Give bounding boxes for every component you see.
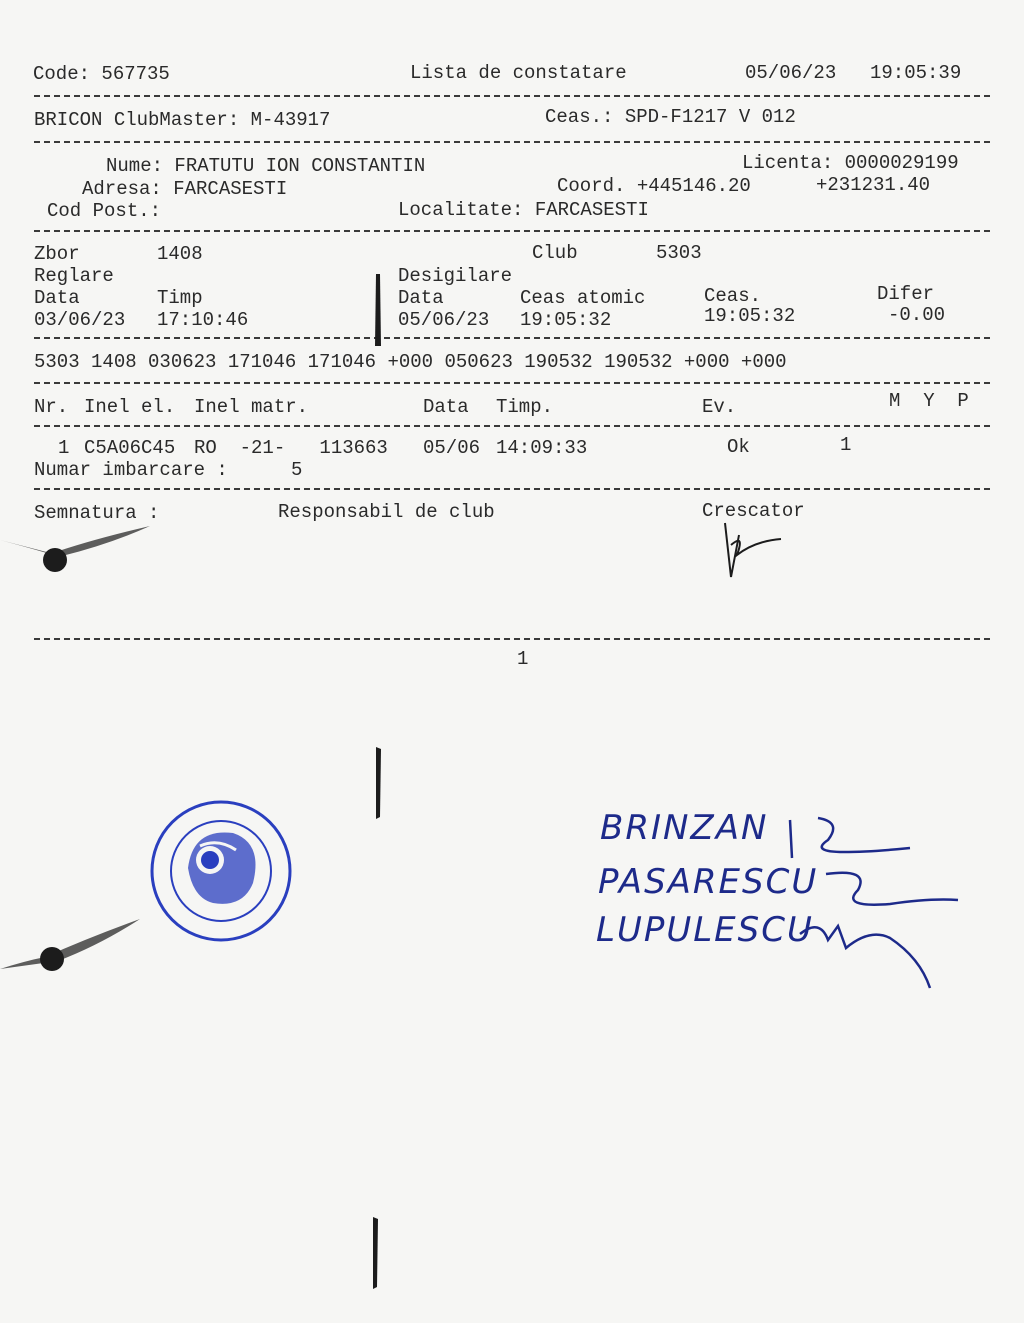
col-ev: Ev. — [702, 396, 737, 418]
divider — [34, 230, 990, 232]
club-value: 5303 — [656, 242, 702, 264]
scanner-mark-icon — [367, 1215, 383, 1295]
row-timp: 14:09:33 — [496, 437, 588, 459]
reglare-time: 17:10:46 — [157, 309, 249, 331]
data-label: Data — [34, 287, 80, 309]
divider — [34, 638, 990, 640]
official-stamp-icon — [148, 798, 294, 944]
col-nr: Nr. — [34, 396, 69, 418]
semnatura-label: Semnatura : — [34, 502, 160, 524]
col-myp: M Y P — [889, 390, 969, 412]
row-nr: 1 — [58, 437, 70, 459]
col-data: Data — [423, 396, 469, 418]
fancier-coord: Coord. +445146.20 — [557, 175, 751, 197]
divider — [34, 425, 990, 427]
col-timp: Timp. — [496, 396, 554, 418]
reglare-label: Reglare — [34, 265, 114, 287]
desigilare-label: Desigilare — [398, 265, 513, 287]
ceas-atomic-label: Ceas atomic — [520, 287, 646, 309]
club-master: BRICON ClubMaster: M-43917 — [34, 109, 331, 131]
ceas-label: Ceas. — [704, 285, 762, 307]
row-flag: 1 — [840, 434, 852, 456]
col-inel-el: Inel el. — [84, 396, 176, 418]
header-date: 05/06/23 — [745, 62, 837, 84]
zbor-label: Zbor — [34, 243, 80, 265]
header-time: 19:05:39 — [870, 62, 962, 84]
commission-signatures — [780, 808, 970, 998]
fancier-locality: Localitate: FARCASESTI — [398, 199, 649, 221]
divider — [34, 95, 990, 97]
row-inel-matr: RO -21- 113663 — [194, 437, 388, 459]
divider — [34, 382, 990, 384]
embark-label: Numar imbarcare : — [34, 459, 228, 481]
crescator-label: Crescator — [702, 500, 805, 522]
row-ev: Ok — [727, 436, 750, 458]
desigilare-clock: 19:05:32 — [704, 305, 796, 327]
difer-value: -0.00 — [888, 304, 946, 326]
hole-punch-mark-icon — [0, 915, 150, 975]
row-inel-el: C5A06C45 — [84, 437, 176, 459]
document-title: Lista de constatare — [410, 62, 627, 84]
handwritten-name-2: PASARESCU — [598, 862, 819, 902]
postal-code: Cod Post.: — [47, 200, 162, 222]
scanner-mark-icon — [370, 270, 386, 350]
scanner-mark-icon — [370, 745, 386, 825]
fancier-address: Adresa: FARCASESTI — [82, 178, 288, 200]
code-number: Code: 567735 — [33, 63, 170, 85]
divider — [34, 141, 990, 143]
club-label: Club — [532, 242, 578, 264]
desigilare-atomic: 19:05:32 — [520, 309, 612, 331]
divider — [34, 488, 990, 490]
clock-id: Ceas.: SPD-F1217 V 012 — [545, 106, 796, 128]
col-inel-matr: Inel matr. — [194, 396, 309, 418]
divider — [34, 337, 990, 339]
data-label-2: Data — [398, 287, 444, 309]
page-number: 1 — [517, 648, 529, 670]
fancier-coord2: +231231.40 — [816, 174, 931, 196]
handwritten-name-1: BRINZAN — [600, 808, 769, 848]
handwritten-name-3: LUPULESCU — [596, 910, 814, 950]
row-data: 05/06 — [423, 437, 481, 459]
reglare-date: 03/06/23 — [34, 309, 126, 331]
crescator-signature — [715, 515, 795, 585]
embark-value: 5 — [291, 459, 303, 481]
zbor-value: 1408 — [157, 243, 203, 265]
desigilare-date: 05/06/23 — [398, 309, 490, 331]
fancier-license: Licenta: 0000029199 — [742, 152, 959, 174]
difer-label: Difer — [877, 283, 935, 305]
code-line: 5303 1408 030623 171046 171046 +000 050623 190532 190532 +000 +000 — [34, 351, 787, 373]
fancier-name: Nume: FRATUTU ION CONSTANTIN — [106, 155, 426, 177]
timp-label: Timp — [157, 287, 203, 309]
responsabil-label: Responsabil de club — [278, 501, 495, 523]
hole-punch-mark-icon — [0, 520, 160, 580]
